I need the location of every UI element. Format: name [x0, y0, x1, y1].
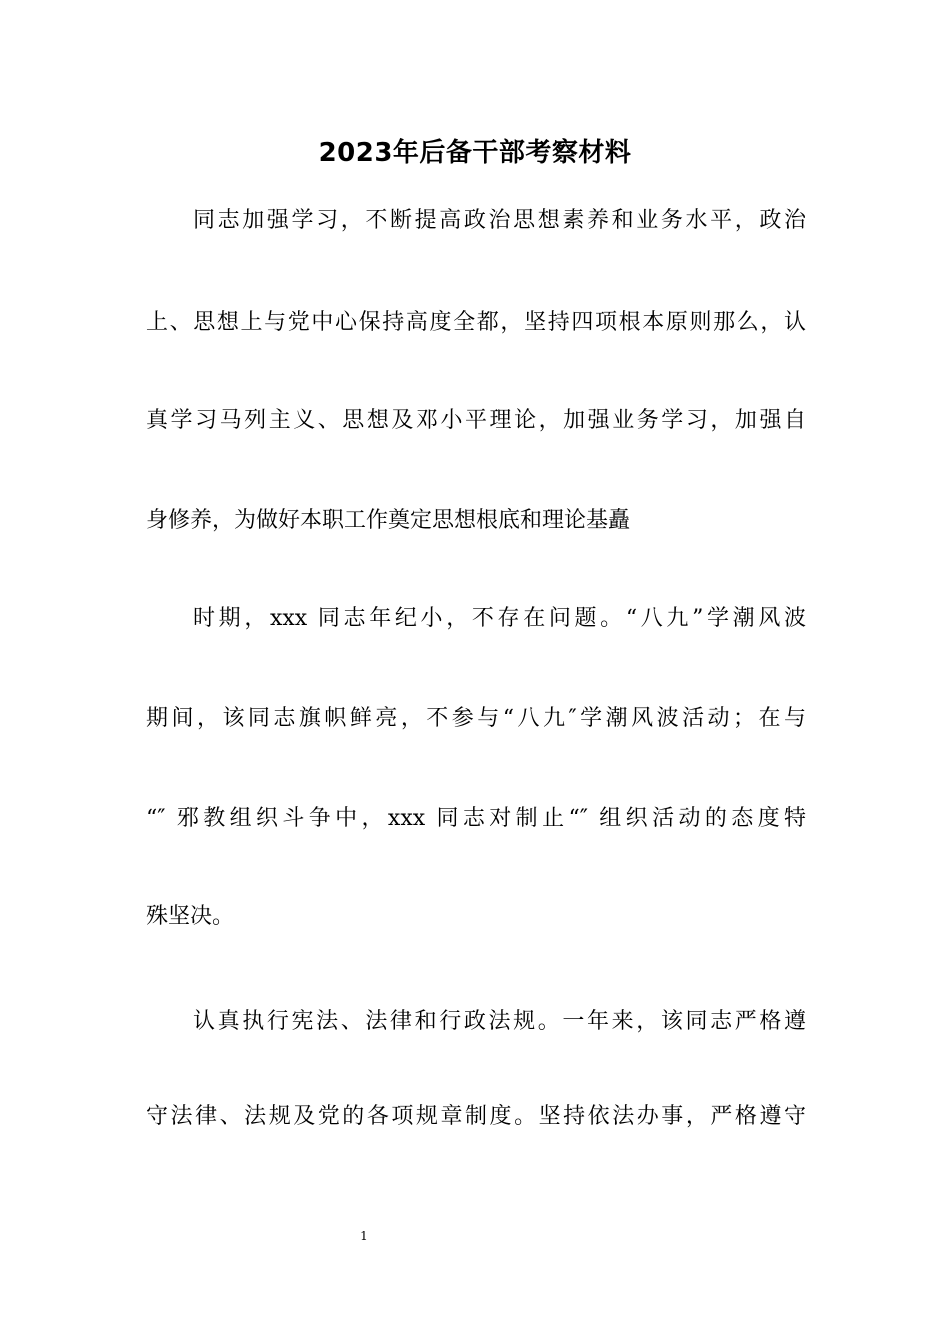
paragraph-3-line-2: 守法律、法规及党的各项规章制度。坚持依法办事，严格遵守 — [146, 1104, 806, 1129]
paragraph-1-line-4: 身修养，为做好本职工作奠定思想根底和理论基矗 — [146, 508, 631, 533]
paragraph-2-line-3: “″ 邪教组织斗争中，xxx 同志对制止“″ 组织活动的态度特 — [146, 806, 806, 831]
paragraph-2-line-1: 时期，xxx 同志年纪小，不存在问题。“八九”学潮风波 — [193, 606, 806, 631]
paragraph-2-line-4: 殊坚决。 — [146, 904, 235, 929]
paragraph-1-line-2: 上、思想上与党中心保持高度全都，坚持四项根本原则那么，认 — [146, 310, 806, 335]
paragraph-3-line-1: 认真执行宪法、法律和行政法规。一年来，该同志严格遵 — [193, 1009, 806, 1034]
paragraph-1-line-3: 真学习马列主义、思想及邓小平理论，加强业务学习，加强自 — [146, 408, 806, 433]
page-title: 2023年后备干部考察材料 — [318, 138, 632, 168]
paragraph-1-line-1: 同志加强学习，不断提高政治思想素养和业务水平，政治 — [193, 208, 806, 233]
paragraph-2-line-2: 期间，该同志旗帜鲜亮，不参与“八九″学潮风波活动；在与 — [146, 706, 806, 731]
page-number: 1 — [360, 1229, 368, 1243]
